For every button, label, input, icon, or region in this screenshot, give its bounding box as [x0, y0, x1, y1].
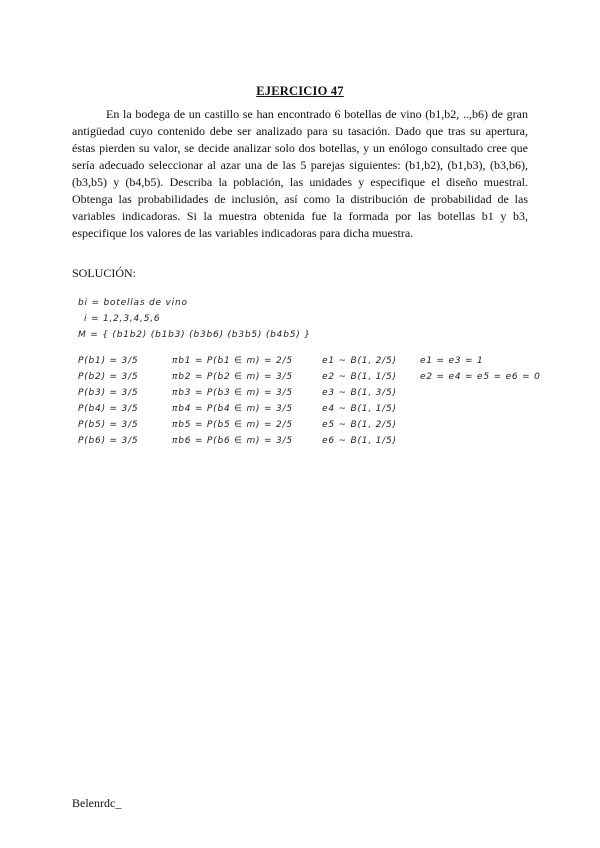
hand-pi-b6: πb6 = P(b6 ∈ m) = 3/5 [172, 436, 293, 446]
handwritten-solution [78, 296, 541, 456]
hand-pi-b4: πb4 = P(b4 ∈ m) = 3/5 [172, 404, 293, 414]
hand-values-zeros: e2 = e4 = e5 = e6 = 0 [420, 372, 541, 382]
solution-label: SOLUCIÓN: [72, 266, 137, 280]
hand-pi-b1: πb1 = P(b1 ∈ m) = 2/5 [172, 356, 293, 366]
author-footer: Belenrdc_ [72, 796, 122, 810]
hand-dist-e3: e3 ~ B(1, 3/5) [322, 388, 397, 398]
hand-values-ones: e1 = e3 = 1 [420, 356, 484, 366]
hand-line-sample-space: M = { (b1b2) (b1b3) (b3b6) (b3b5) (b4b5) } [78, 330, 311, 340]
hand-pi-b2: πb2 = P(b2 ∈ m) = 3/5 [172, 372, 293, 382]
hand-dist-e4: e4 ~ B(1, 1/5) [322, 404, 397, 414]
hand-pi-b5: πb5 = P(b5 ∈ m) = 2/5 [172, 420, 293, 430]
hand-dist-e6: e6 ~ B(1, 1/5) [322, 436, 397, 446]
hand-dist-e5: e5 ~ B(1, 2/5) [322, 420, 397, 430]
hand-dist-e2: e2 ~ B(1, 1/5) [322, 372, 397, 382]
hand-pi-b3: πb3 = P(b3 ∈ m) = 3/5 [172, 388, 293, 398]
hand-line-index: i = 1,2,3,4,5,6 [84, 314, 161, 324]
hand-prob-b3: P(b3) = 3/5 [78, 388, 139, 398]
hand-prob-b1: P(b1) = 3/5 [78, 356, 139, 366]
hand-prob-b6: P(b6) = 3/5 [78, 436, 139, 446]
problem-statement: En la bodega de un castillo se han encontrado 6 botellas de vino (b1,b2, ..,b6) de gran antigüedad cuyo contenido debe ser analizado para su tasación. Dado que tras su apertura, éstas pierden su valor, se decide analizar solo dos botellas, y un enólogo consultado cree que sería adecuado seleccionar al azar una de las 5 parejas siguientes: (b1,b2), (b1,b3), (b3,b6), (b3,b5) y (b4,b5). Describa la población, las unidades y especifique el diseño muestral. Obtenga las probabilidades de inclusión, así como la distribución de probabilidad de las variables indicadoras. Si la muestra obtenida fue la formada por las botellas b1 y b3, especifique los valores de las variables indicadoras para dicha muestra. [72, 107, 528, 240]
exercise-title: EJERCICIO 47 [256, 84, 344, 98]
hand-dist-e1: e1 ~ B(1, 2/5) [322, 356, 397, 366]
hand-line-bi: bi = botellas de vino [78, 298, 188, 308]
hand-prob-b5: P(b5) = 3/5 [78, 420, 139, 430]
hand-prob-b4: P(b4) = 3/5 [78, 404, 139, 414]
hand-prob-b2: P(b2) = 3/5 [78, 372, 139, 382]
